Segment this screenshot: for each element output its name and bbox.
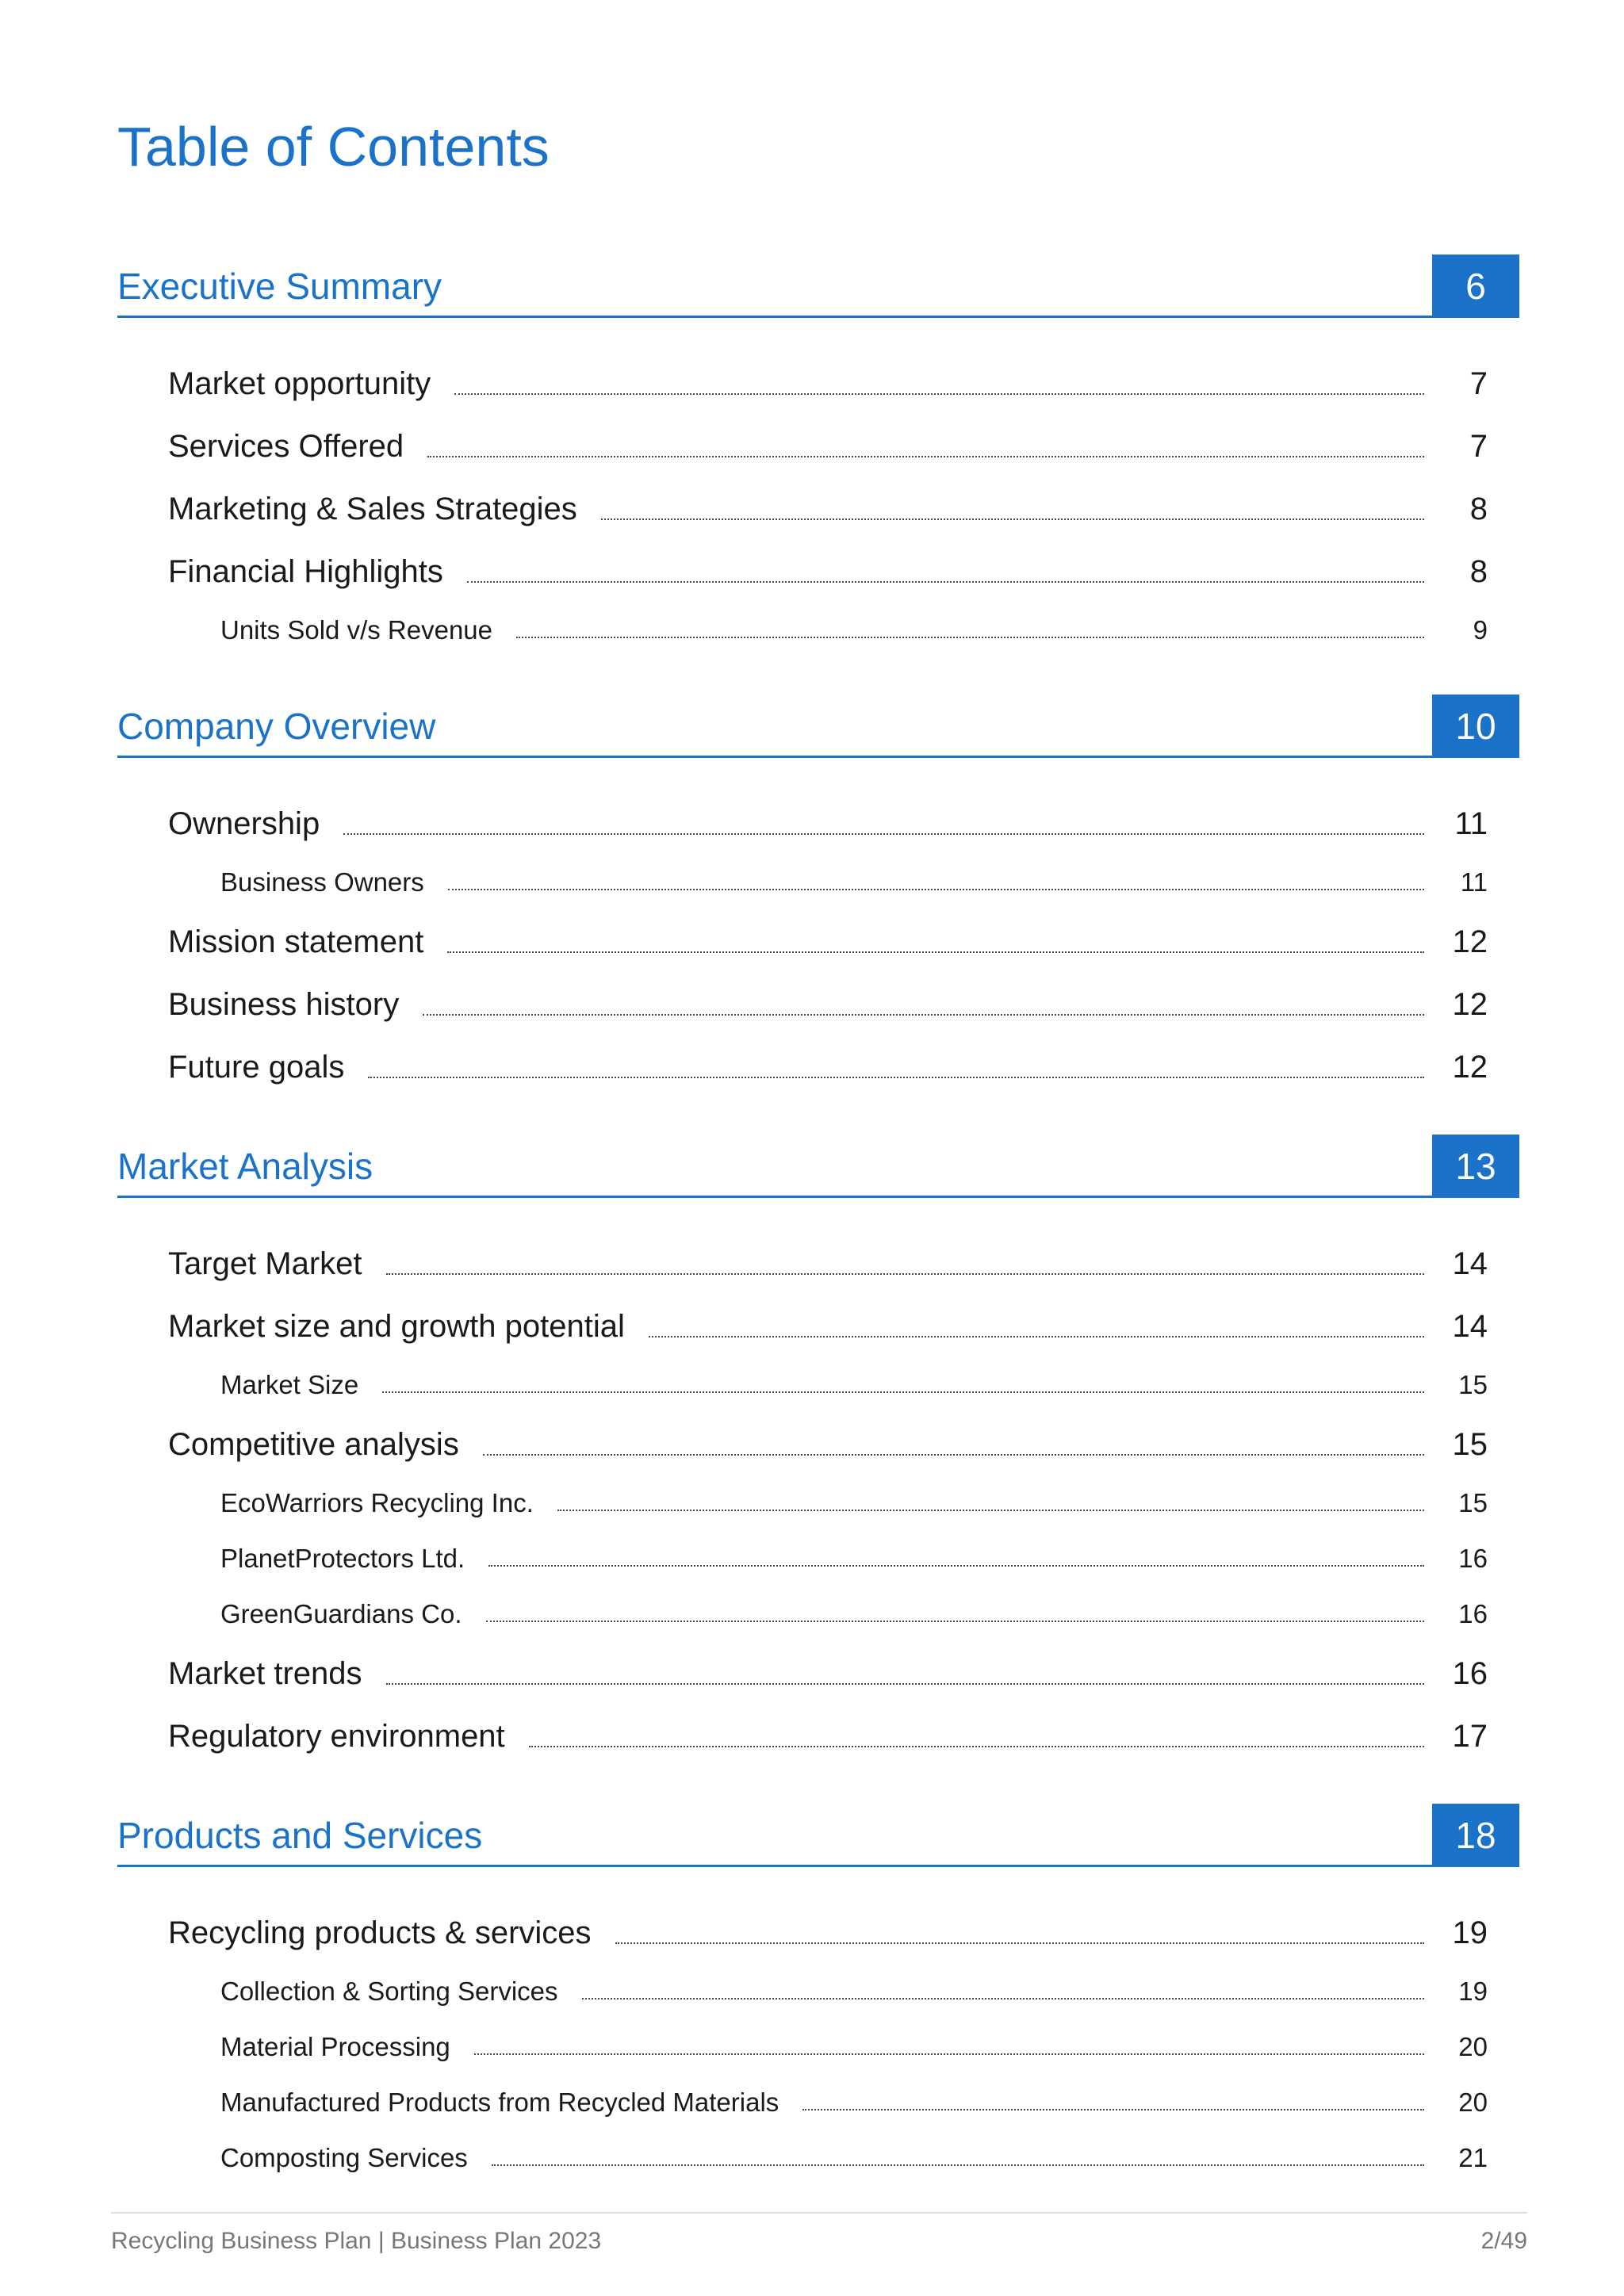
entry-page: 12 [1452, 924, 1488, 959]
dot-leader [486, 1620, 1425, 1622]
toc-entry[interactable] [117, 530, 1488, 592]
entry-label: Regulatory environment [168, 1719, 505, 1754]
footer-document-title: Recycling Business Plan | Business Plan 2023 [111, 2228, 602, 2254]
dot-leader [368, 1076, 1424, 1078]
entry-page: 15 [1458, 1488, 1488, 1518]
dot-leader [802, 2108, 1424, 2110]
dot-leader [423, 1013, 1424, 1016]
entry-page: 12 [1452, 987, 1488, 1022]
entry-page: 19 [1458, 1976, 1488, 2007]
dot-leader [615, 1942, 1424, 1944]
dot-leader [386, 1682, 1424, 1685]
toc-section [117, 252, 1519, 648]
section-page-badge: 6 [1432, 254, 1519, 318]
entry-label: Market Size [220, 1370, 359, 1400]
entry-label: Target Market [168, 1246, 362, 1281]
entry-page: 16 [1452, 1656, 1488, 1691]
toc-entry[interactable] [117, 1632, 1488, 1694]
section-header[interactable] [117, 1132, 1519, 1198]
toc-section [117, 1801, 1519, 2175]
entry-label: Marketing & Sales Strategies [168, 492, 577, 526]
dot-leader [483, 1453, 1424, 1456]
entry-label: Services Offered [168, 429, 404, 464]
entry-page: 12 [1452, 1050, 1488, 1085]
entry-label: Units Sold v/s Revenue [220, 615, 493, 645]
entry-label: EcoWarriors Recycling Inc. [220, 1488, 534, 1518]
entry-label: GreenGuardians Co. [220, 1599, 462, 1629]
toc-entry[interactable] [117, 467, 1488, 530]
entry-page: 11 [1454, 806, 1488, 841]
section-title: Products and Services [117, 1815, 483, 1856]
entry-label: Financial Highlights [168, 554, 443, 589]
toc-subentry[interactable] [117, 2009, 1488, 2064]
toc-subentry[interactable] [117, 844, 1488, 900]
section-page-badge: 18 [1432, 1804, 1519, 1867]
section-entries [117, 1867, 1519, 2175]
entry-page: 21 [1458, 2143, 1488, 2173]
entry-label: Ownership [168, 806, 320, 841]
entry-label: Recycling products & services [168, 1915, 592, 1950]
toc-entry[interactable] [117, 962, 1488, 1025]
dot-leader [447, 951, 1424, 953]
dot-leader [488, 1564, 1424, 1567]
section-entries [117, 1198, 1519, 1757]
toc-subentry[interactable] [117, 1576, 1488, 1632]
dot-leader [649, 1335, 1424, 1337]
dot-leader [382, 1391, 1424, 1393]
dot-leader [343, 832, 1424, 835]
section-entries [117, 758, 1519, 1088]
toc-subentry[interactable] [117, 2120, 1488, 2175]
dot-leader [557, 1509, 1424, 1511]
section-page-badge: 13 [1432, 1135, 1519, 1198]
footer-page-number: 2/49 [1480, 2228, 1527, 2254]
entry-page: 20 [1458, 2087, 1488, 2118]
entry-page: 19 [1452, 1915, 1488, 1950]
section-title: Executive Summary [117, 266, 442, 307]
section-page-badge: 10 [1432, 695, 1519, 758]
entry-page: 8 [1469, 554, 1488, 589]
entry-label: Market size and growth potential [168, 1309, 625, 1344]
entry-page: 7 [1469, 429, 1488, 464]
entry-label: Manufactured Products from Recycled Materials [220, 2087, 779, 2118]
entry-page: 15 [1452, 1427, 1488, 1462]
entry-page: 11 [1460, 867, 1488, 897]
entry-page: 9 [1473, 615, 1488, 645]
dot-leader [386, 1272, 1424, 1275]
entry-label: Future goals [168, 1050, 345, 1085]
toc-entry[interactable] [117, 1402, 1488, 1465]
toc-entry[interactable] [117, 1694, 1488, 1757]
entry-label: PlanetProtectors Ltd. [220, 1544, 465, 1574]
section-header[interactable] [117, 692, 1519, 758]
entry-label: Composting Services [220, 2143, 468, 2173]
section-header[interactable] [117, 252, 1519, 318]
entry-label: Competitive analysis [168, 1427, 459, 1462]
table-of-contents [117, 252, 1519, 2220]
page-title: Table of Contents [117, 116, 550, 178]
footer-divider [111, 2212, 1527, 2214]
toc-entry[interactable] [117, 1891, 1488, 1954]
toc-section [117, 692, 1519, 1088]
dot-leader [427, 455, 1424, 457]
dot-leader [467, 580, 1424, 583]
entry-page: 16 [1458, 1544, 1488, 1574]
toc-subentry[interactable] [117, 1521, 1488, 1576]
toc-entry[interactable] [117, 1222, 1488, 1284]
entry-page: 8 [1469, 492, 1488, 526]
section-header[interactable] [117, 1801, 1519, 1867]
entry-page: 20 [1458, 2032, 1488, 2062]
toc-subentry[interactable] [117, 1954, 1488, 2009]
entry-label: Material Processing [220, 2032, 450, 2062]
toc-entry[interactable] [117, 404, 1488, 467]
dot-leader [529, 1745, 1424, 1747]
entry-page: 17 [1452, 1719, 1488, 1754]
toc-subentry[interactable] [117, 592, 1488, 648]
dot-leader [492, 2164, 1424, 2166]
dot-leader [474, 2053, 1424, 2055]
dot-leader [448, 888, 1424, 890]
entry-label: Business Owners [220, 867, 424, 897]
toc-entry[interactable] [117, 1284, 1488, 1347]
entry-page: 14 [1452, 1309, 1488, 1344]
entry-label: Market opportunity [168, 366, 431, 401]
toc-entry[interactable] [117, 900, 1488, 962]
dot-leader [516, 636, 1424, 638]
dot-leader [582, 1997, 1424, 1999]
toc-subentry[interactable] [117, 2064, 1488, 2120]
toc-entry[interactable] [117, 782, 1488, 844]
section-title: Market Analysis [117, 1146, 373, 1187]
toc-subentry[interactable] [117, 1465, 1488, 1521]
toc-section [117, 1132, 1519, 1757]
dot-leader [601, 518, 1424, 520]
entry-label: Collection & Sorting Services [220, 1976, 558, 2007]
entry-label: Mission statement [168, 924, 424, 959]
entry-page: 7 [1469, 366, 1488, 401]
entry-label: Business history [168, 987, 400, 1022]
section-title: Company Overview [117, 706, 436, 747]
toc-entry[interactable] [117, 1025, 1488, 1088]
entry-page: 14 [1452, 1246, 1488, 1281]
entry-page: 16 [1458, 1599, 1488, 1629]
toc-entry[interactable] [117, 342, 1488, 404]
entry-page: 15 [1458, 1370, 1488, 1400]
dot-leader [454, 392, 1424, 395]
toc-subentry[interactable] [117, 1347, 1488, 1402]
entry-label: Market trends [168, 1656, 362, 1691]
section-entries [117, 318, 1519, 648]
